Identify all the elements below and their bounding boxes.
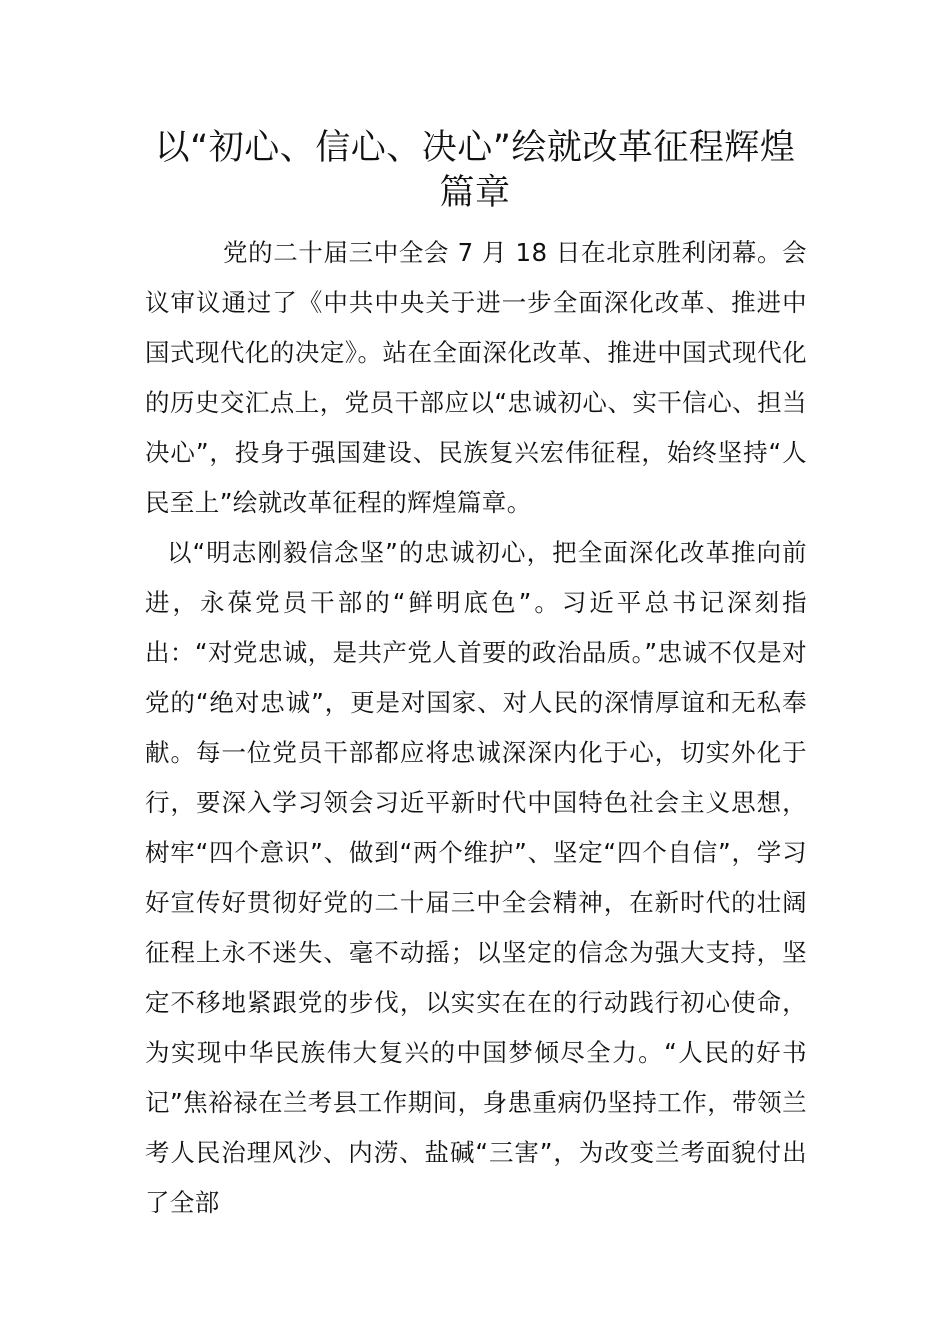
document-title: 以“初心、信心、决心”绘就改革征程辉煌篇章 [154, 128, 796, 213]
document-body [145, 228, 807, 1228]
paragraph-1: 党的二十届三中全会 7 月 18 日在北京胜利闭幕。会议审议通过了《中共中央关于进一步全面深化改革、推进中国式现代化的决定》。站在全面深化改革、推进中国式现代化的历史交汇点上，党员干部应以“忠诚初心、实干信心、担当决心”，投身于强国建设、民族复兴宏伟征程，始终坚持“人民至上”绘就改革征程的辉煌篇章。 [145, 238, 807, 517]
paragraph-2: 以“明志刚毅信念坚”的忠诚初心，把全面深化改革推向前进，永葆党员干部的“鲜明底色”。习近平总书记深刻指出：“对党忠诚，是共产党人首要的政治品质。”忠诚不仅是对党的“绝对忠诚”，更是对国家、对人民的深情厚谊和无私奉献。每一位党员干部都应将忠诚深深内化于心，切实外化于行，要深入学习领会习近平新时代中国特色社会主义思想，树牢“四个意识”、做到“两个维护”、坚定“四个自信”，学习好宣传好贯彻好党的二十届三中全会精神，在新时代的壮阔征程上永不迷失、毫不动摇；以坚定的信念为强大支持，坚定不移地紧跟党的步伐，以实实在在的行动践行初心使命，为实现中华民族伟大复兴的中国梦倾尽全力。“人民的好书记”焦裕禄在兰考县工作期间，身患重病仍坚持工作，带领兰考人民治理风沙、内涝、盐碱“三害”，为改变兰考面貌付出了全部 [145, 538, 807, 1217]
